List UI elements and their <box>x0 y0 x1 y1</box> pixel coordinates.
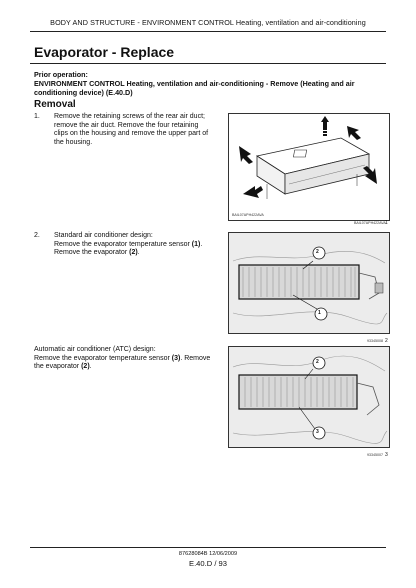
section-heading: Removal <box>34 99 76 110</box>
figure-code: 93345008 <box>367 339 383 343</box>
step-text: Remove the retaining screws of the rear air duct; remove the air duct. Remove the four retaining clips on the housing and remove the upper part of the housing. <box>54 113 209 146</box>
figure-number: 1 <box>385 220 388 226</box>
housing-illustration <box>229 114 389 220</box>
step-instruction <box>54 241 214 258</box>
text-run: Remove the evaporator temperature sensor <box>54 240 192 248</box>
figure-code: 93345007 <box>367 453 383 457</box>
text-run: . Remove the evaporator <box>34 354 211 371</box>
ref-callout: (2) <box>81 363 90 371</box>
step-subheading: Automatic air conditioner (ATC) design: <box>34 346 156 353</box>
figure-3-frame <box>228 346 390 448</box>
prior-operation-label: Prior operation: <box>34 70 88 79</box>
callout-2: 2 <box>316 359 319 365</box>
text-run: . <box>137 249 140 257</box>
step-subheading: Standard air conditioner design: <box>54 232 153 239</box>
footer-rule <box>30 547 386 548</box>
step-number: 2. <box>34 232 40 239</box>
figure-number: 3 <box>385 452 388 458</box>
evaporator-atc-illustration <box>229 347 389 447</box>
page-title: Evaporator - Replace <box>34 44 175 60</box>
header-rule <box>30 31 386 32</box>
prior-operation <box>34 70 384 97</box>
callout-3: 3 <box>316 429 319 435</box>
ref-callout: (2) <box>129 249 138 257</box>
text-run: Remove the evaporator temperature sensor <box>34 354 172 362</box>
evaporator-standard-illustration <box>229 233 389 333</box>
step-instruction <box>34 355 216 372</box>
step-text <box>54 232 214 258</box>
callout-2: 2 <box>316 249 319 255</box>
text-run: . <box>89 363 92 371</box>
ref-callout: (1) <box>191 240 201 248</box>
step-atc <box>34 346 216 372</box>
step-2 <box>34 232 214 258</box>
page-number: E.40.D / 93 <box>189 559 227 568</box>
footer-reference: 87628084B 12/06/2009 <box>178 551 238 557</box>
figure-inner-label: BAIL07APH422AVA <box>232 213 264 217</box>
text-run: . Remove the evaporator <box>54 240 203 257</box>
figure-1-frame <box>228 113 390 221</box>
step-number: 1. <box>34 113 40 120</box>
figure-code: BAIL07APH422AVA <box>354 221 386 225</box>
prior-operation-link[interactable]: ENVIRONMENT CONTROL Heating, ventilation and air-conditioning - Remove (Heating and air conditioning device) (E.40.D) <box>34 79 355 97</box>
header-text: BODY AND STRUCTURE - ENVIRONMENT CONTROL Heating, ventilation and air-conditioning <box>50 18 366 27</box>
figure-2-frame <box>228 232 390 334</box>
figure-number: 2 <box>385 338 388 344</box>
callout-1: 1 <box>318 310 321 316</box>
ref-callout: (3) <box>171 354 181 362</box>
step-1 <box>34 113 214 147</box>
title-rule <box>30 63 386 64</box>
